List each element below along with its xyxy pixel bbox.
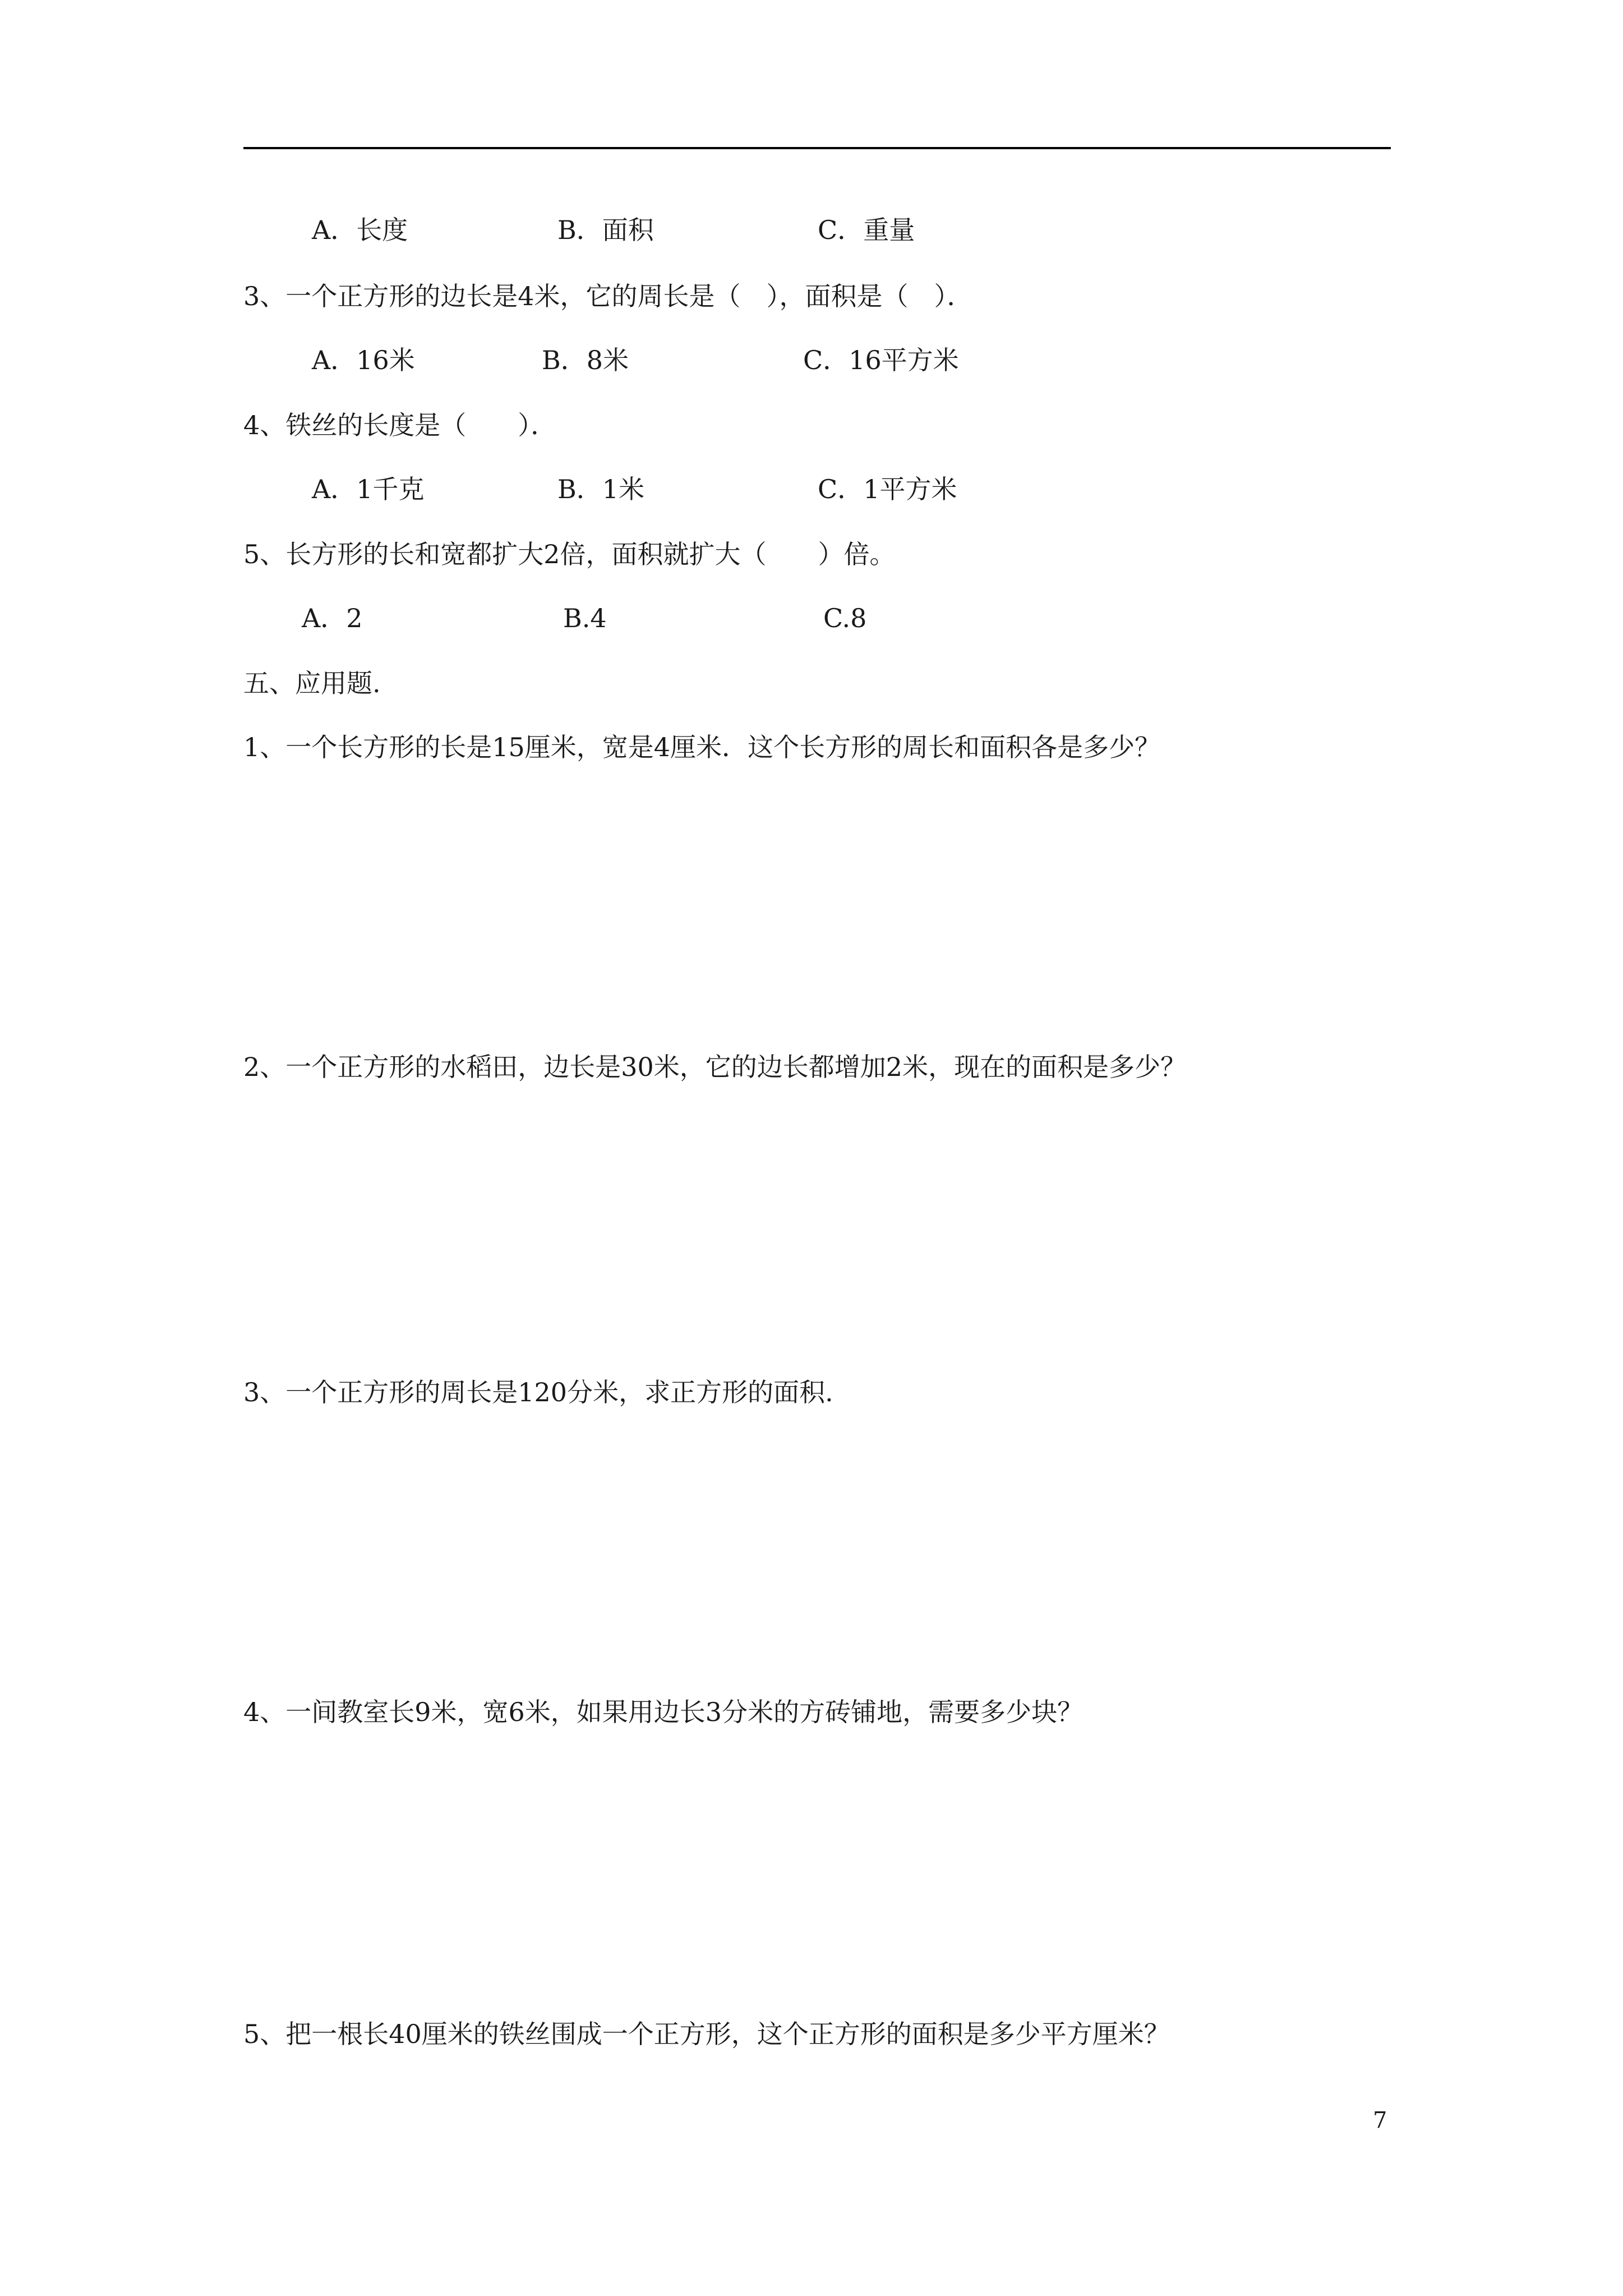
q4-option-b: B．1米: [557, 474, 645, 504]
question-3: 3、一个正方形的边长是4米，它的周长是（ ），面积是（ ）．: [243, 281, 973, 311]
application-problem-2: 2、一个正方形的水稻田，边长是30米，它的边长都增加2米，现在的面积是多少？: [243, 1052, 1187, 1082]
page-number: 7: [1373, 2108, 1387, 2133]
application-problem-5: 5、把一根长40厘米的铁丝围成一个正方形，这个正方形的面积是多少平方厘米？: [243, 2019, 1170, 2049]
q4-option-c: C．1平方米: [818, 474, 957, 504]
q5-option-a: A．2: [302, 603, 363, 633]
q2-option-a: A．长度: [312, 215, 408, 245]
question-4: 4、铁丝的长度是（ ）．: [243, 410, 557, 440]
q3-option-b: B．8米: [542, 345, 629, 375]
q5-option-b: B.4: [563, 603, 607, 633]
q3-option-c: C．16平方米: [803, 345, 959, 375]
application-problem-4: 4、一间教室长9米，宽6米，如果用边长3分米的方砖铺地，需要多少块？: [243, 1697, 1083, 1727]
q2-option-c: C．重量: [818, 215, 915, 245]
q2-option-b: B．面积: [557, 215, 654, 245]
application-problem-3: 3、一个正方形的周长是120分米，求正方形的面积.: [243, 1377, 833, 1407]
q4-option-a: A．1千克: [312, 474, 425, 504]
q3-option-a: A．16米: [312, 345, 415, 375]
q5-option-c: C.8: [823, 603, 867, 633]
question-5: 5、长方形的长和宽都扩大2倍，面积就扩大（ ）倍。: [243, 539, 896, 569]
application-problem-1: 1、一个长方形的长是15厘米，宽是4厘米．这个长方形的周长和面积各是多少？: [243, 732, 1161, 762]
section-5-title: 五、应用题.: [243, 668, 381, 698]
header-rule: [243, 147, 1391, 149]
